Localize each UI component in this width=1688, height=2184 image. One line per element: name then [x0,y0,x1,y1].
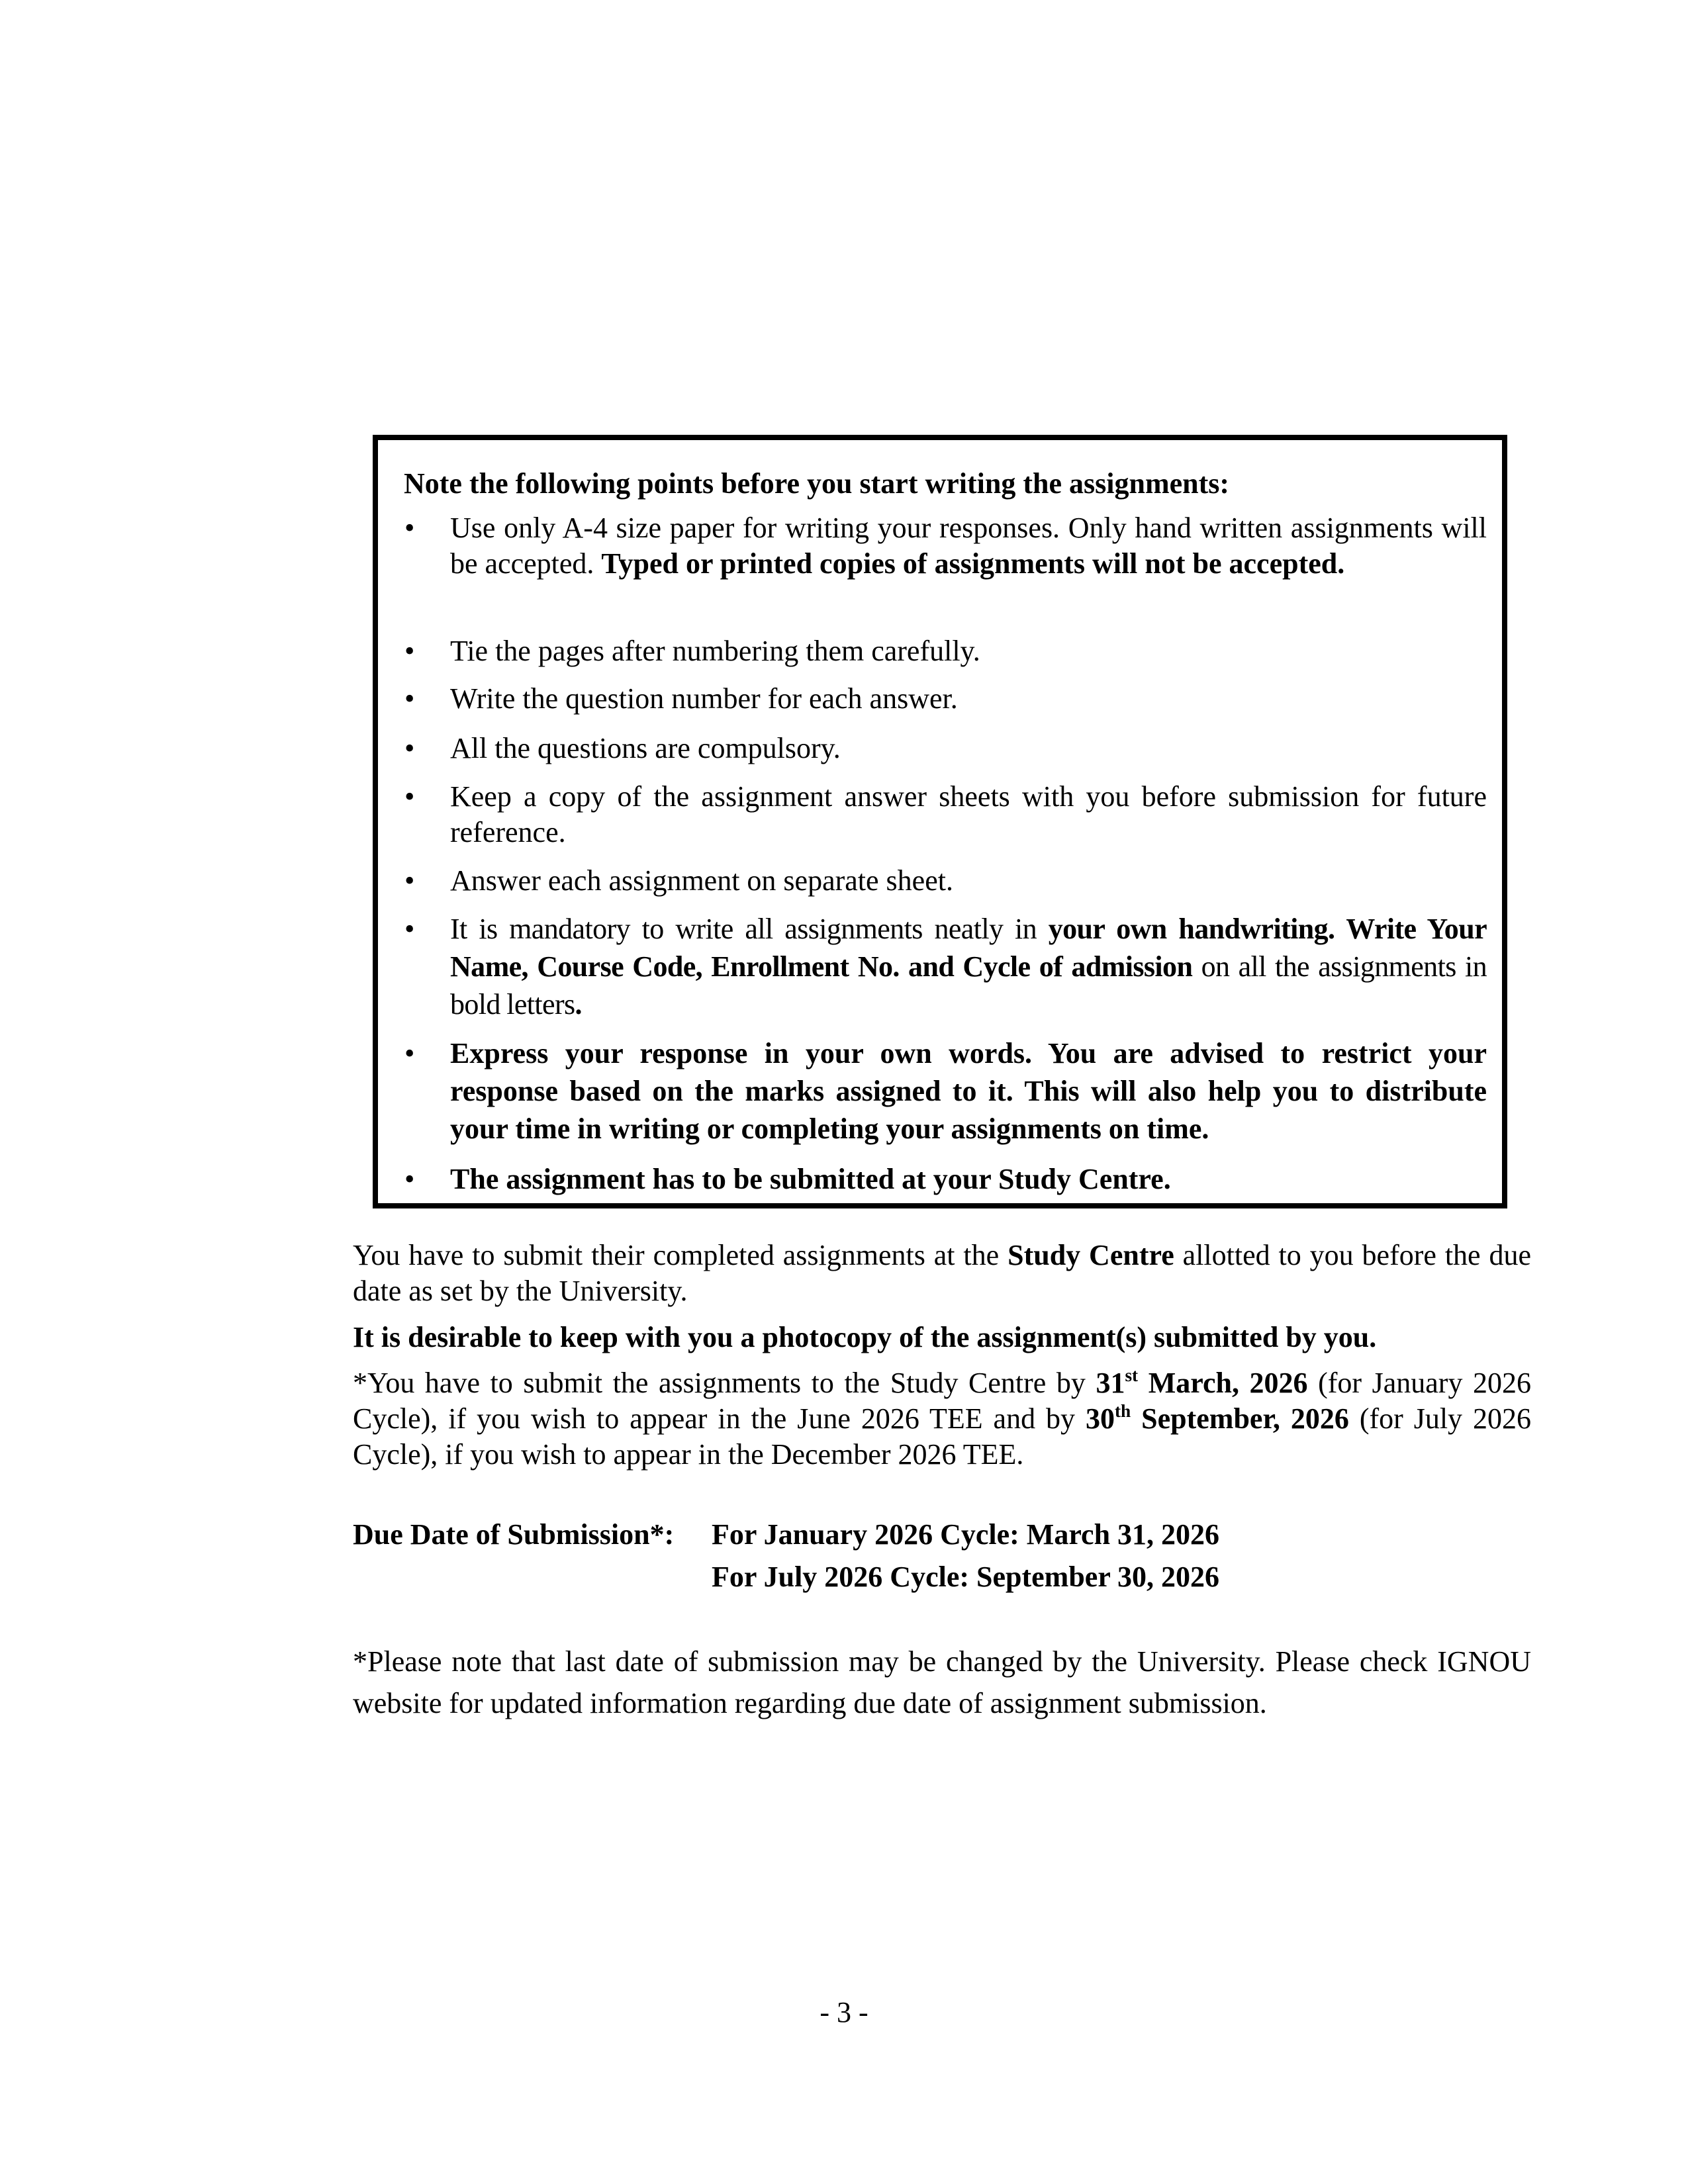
due-date-label: Due Date of Submission*: [353,1518,675,1551]
due-dates-block [353,1514,1219,1598]
instruction-text: All the questions are compulsory. [450,732,841,764]
instruction-text: Keep a copy of the assignment answer sheets with you before submission for future reference. [450,780,1487,848]
instruction-item [404,779,1487,850]
instruction-text: Tie the pages after numbering them carefully. [450,635,980,667]
bullet-icon: • [404,732,415,764]
instructions-heading: Note the following points before you start writing the assignments: [404,467,1230,500]
instruction-text: Express your response in your own words. You are advised to restrict your response based on the marks assigned to it. This will also help you to distribute your time in writing or completing your assignments on time. [450,1037,1487,1145]
bullet-icon: • [404,1037,415,1069]
instruction-text: Write the question number for each answer. [450,682,958,715]
instruction-item [404,510,1487,582]
instruction-item [404,1160,1487,1198]
footnote: *Please note that last date of submission may be changed by the University. Please check IGNOU website for updated information regarding due date of assignment submission. [353,1645,1531,1719]
due-date-line-january: Due Date of Submission*: For January 2026 Cycle: March 31, 2026 [353,1514,1219,1556]
bullet-icon: • [404,780,415,813]
bullet-icon: • [404,635,415,667]
deadline-paragraph: *You have to submit the assignments to the Study Centre by 31st March, 2026 (for January 2026 Cycle), if you wish to appear in the June 2026 TEE and by 30th September, 2026 (for July 2026 Cycle), if you wish to appear in the December 2026 TEE. [353,1365,1532,1471]
bullet-icon: • [404,913,415,945]
submission-paragraph: You have to submit their completed assignments at the Study Centre allotted to you before the due date as set by the University. [353,1239,1532,1307]
bullet-icon: • [404,864,415,897]
instruction-item [404,681,1487,717]
instruction-text: Answer each assignment on separate sheet. [450,864,953,897]
bullet-icon: • [404,512,415,544]
instruction-item [404,633,1487,669]
due-date-line-july: For July 2026 Cycle: September 30, 2026 [712,1561,1220,1593]
instruction-text: Use only A-4 size paper for writing your responses. Only hand written assignments will be accepted. Typed or printed copies of assignments will not be accepted. [450,512,1487,580]
page-number: - 3 - [820,1996,868,2028]
instructions-box [373,435,1507,1208]
instruction-item [404,731,1487,766]
instruction-text: It is mandatory to write all assignments neatly in your own handwriting. Write Your Name, Course Code, Enrollment No. and Cycle of admission on all the assignments in bold letters. [450,913,1487,1021]
instruction-item [404,1034,1487,1148]
instruction-item [404,863,1487,899]
instruction-text: The assignment has to be submitted at your Study Centre. [450,1163,1171,1195]
photocopy-note: It is desirable to keep with you a photocopy of the assignment(s) submitted by you. [353,1321,1377,1353]
bullet-icon: • [404,682,415,715]
bullet-icon: • [404,1163,415,1195]
instruction-item [404,910,1487,1023]
